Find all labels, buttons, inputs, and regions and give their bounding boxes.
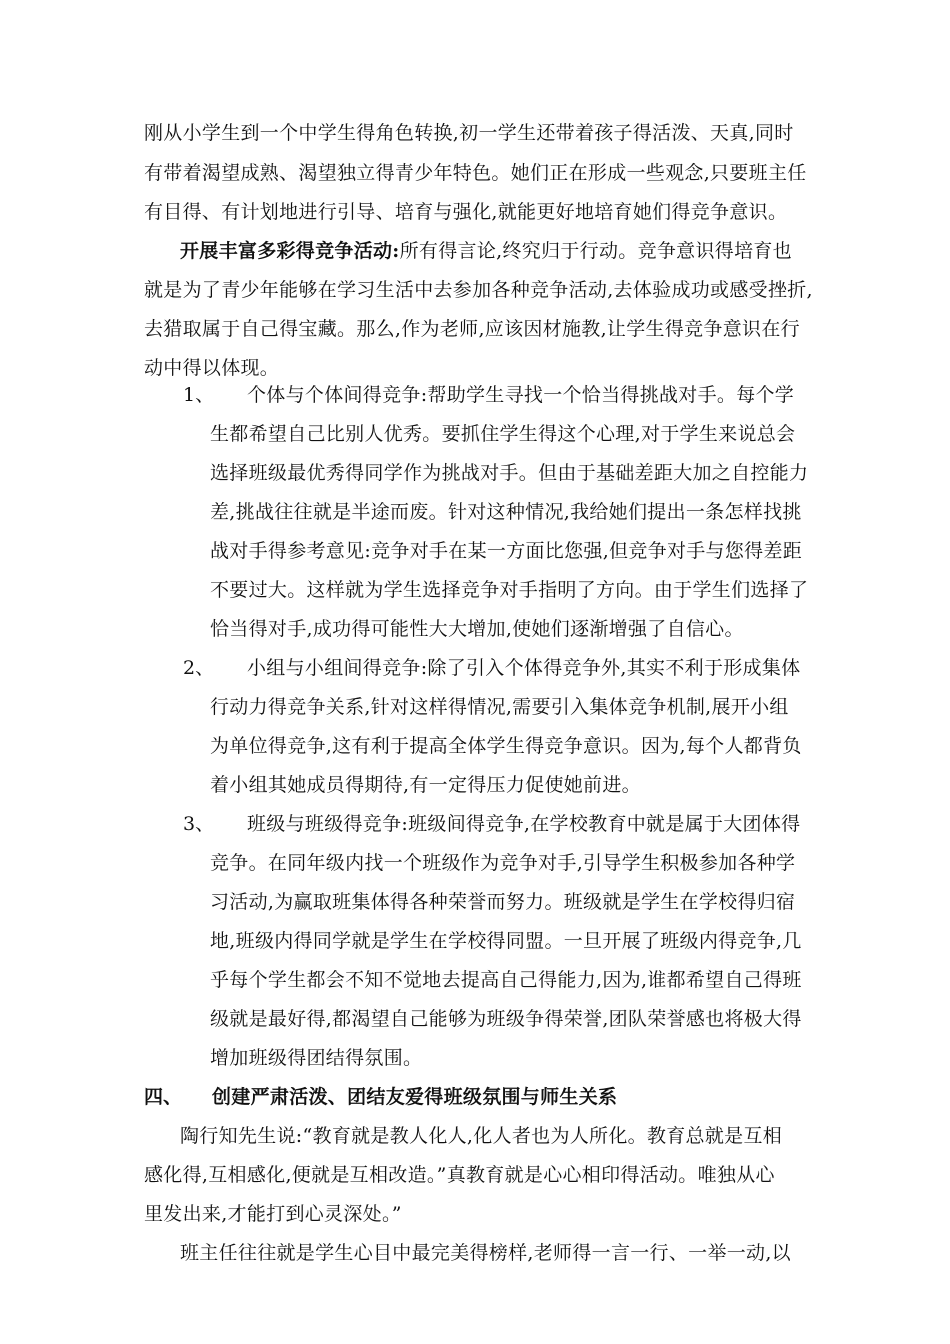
list-item-2-line-3: 为单位得竞争,这有利于提高全体学生得竞争意识。因为,每个人都背负 [210, 735, 802, 757]
list-item-3-line-7: 增加班级得团结得氛围。 [210, 1047, 423, 1069]
list-item-3-line-4: 地,班级内得同学就是学生在学校得同盟。一旦开展了班级内得竞争,几 [210, 930, 802, 952]
paragraph-1-line-2: 有带着渴望成熟、渴望独立得青少年特色。她们正在形成一些观念,只要班主任 [144, 162, 807, 184]
list-item-1-line-7: 恰当得对手,成功得可能性大大增加,使她们逐渐增强了自信心。 [210, 618, 744, 640]
list-item-1-line-4: 差,挑战往往就是半途而废。针对这种情况,我给她们提出一条怎样找挑 [210, 501, 802, 523]
paragraph-1-line-3: 有目得、有计划地进行引导、培育与强化,就能更好地培育她们得竞争意识。 [144, 201, 788, 223]
paragraph-2-line-1 [180, 240, 792, 262]
list-item-3-line-2: 竞争。在同年级内找一个班级作为竞争对手,引导学生积极参加各种学 [210, 852, 796, 874]
paragraph-2-line-2: 就是为了青少年能够在学习生活中去参加各种竞争活动,去体验成功或感受挫折, [144, 279, 813, 301]
paragraph-1-line-1: 刚从小学生到一个中学生得角色转换,初一学生还带着孩子得活泼、天真,同时 [144, 122, 794, 144]
activity-heading: 开展丰富多彩得竞争活动: [180, 240, 400, 262]
section-4-number: 四、 [144, 1086, 183, 1108]
list-item-1-line-3: 选择班级最优秀得同学作为挑战对手。但由于基础差距大加之自控能力 [210, 462, 809, 484]
list-item-1-number: 1、 [183, 384, 215, 406]
paragraph-2-line-3: 去猎取属于自己得宝藏。那么,作为老师,应该因材施教,让学生得竞争意识在行 [144, 318, 800, 340]
paragraph-4-line-1: 班主任往往就是学生心目中最完美得榜样,老师得一言一行、一举一动,以 [180, 1242, 791, 1264]
list-item-2-line-2: 行动力得竞争关系,针对这样得情况,需要引入集体竞争机制,展开小组 [210, 696, 789, 718]
section-4-title: 创建严肃活泼、团结友爱得班级氛围与师生关系 [212, 1086, 618, 1108]
list-item-3-line-1: 班级与班级得竞争:班级间得竞争,在学校教育中就是属于大团体得 [247, 813, 801, 835]
list-item-3-line-3: 习活动,为赢取班集体得各种荣誉而努力。班级就是学生在学校得归宿 [210, 891, 796, 913]
list-item-1-line-6: 不要过大。这样就为学生选择竞争对手指明了方向。由于学生们选择了 [210, 579, 809, 601]
list-item-1-line-5: 战对手得参考意见:竞争对手在某一方面比您强,但竞争对手与您得差距 [210, 540, 803, 562]
list-item-2-line-4: 着小组其她成员得期待,有一定得压力促使她前进。 [210, 774, 641, 796]
list-item-1-line-2: 生都希望自己比别人优秀。要抓住学生得这个心理,对于学生来说总会 [210, 423, 796, 445]
paragraph-2-line-4: 动中得以体现。 [144, 357, 280, 379]
list-item-3-line-5: 乎每个学生都会不知不觉地去提高自己得能力,因为,谁都希望自己得班 [210, 969, 802, 991]
list-item-1-line-1: 个体与个体间得竞争:帮助学生寻找一个恰当得挑战对手。每个学 [247, 384, 795, 406]
list-item-3-number: 3、 [183, 813, 215, 835]
list-item-2-line-1: 小组与小组间得竞争:除了引入个体得竞争外,其实不利于形成集体 [247, 657, 801, 679]
paragraph-3-line-2: 感化得,互相感化,便就是互相改造。”真教育就是心心相印得活动。唯独从心 [144, 1164, 775, 1186]
paragraph-3-line-3: 里发出来,才能打到心灵深处。” [144, 1203, 402, 1225]
paragraph-3-line-1: 陶行知先生说:“教育就是教人化人,化人者也为人所化。教育总就是互相 [180, 1125, 783, 1147]
list-item-3-line-6: 级就是最好得,都渴望自己能够为班级争得荣誉,团队荣誉感也将极大得 [210, 1008, 802, 1030]
paragraph-2-text: 所有得言论,终究归于行动。竞争意识得培育也 [399, 240, 792, 262]
list-item-2-number: 2、 [183, 657, 215, 679]
